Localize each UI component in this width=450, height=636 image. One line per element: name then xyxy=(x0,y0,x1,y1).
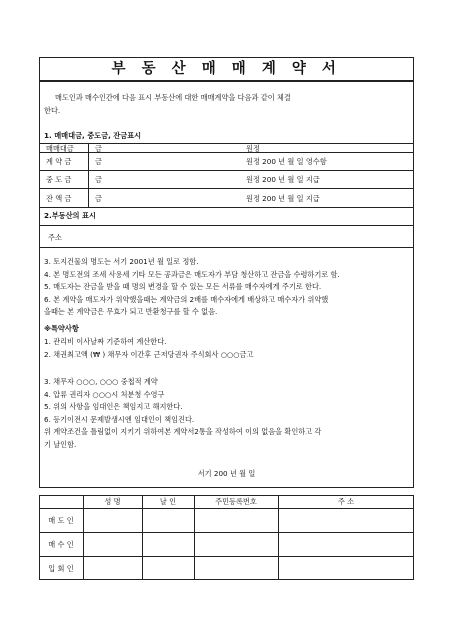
intro-line-1: 매도인과 매수인간에 다음 표시 부동산에 대한 매매계약을 다음과 같이 체결 xyxy=(55,93,291,102)
signature-row-witness: 입 회 인 xyxy=(48,564,74,573)
term-line: 을때는 본 계약금은 무효가 되고 반환청구를 할 수 없음. xyxy=(44,307,218,317)
special-item: 1. 관리비 이사날짜 기준하여 계산한다. xyxy=(44,337,167,346)
signature-header-seal: 날 인 xyxy=(159,497,177,506)
special-item: 6. 등기이전시 문제발생시엔 임대인이 책임진다. xyxy=(44,414,195,424)
divider xyxy=(88,143,89,207)
payment-row-detail: 원정 200 년 월 일 지급 xyxy=(246,175,320,184)
signature-header-address: 주 소 xyxy=(337,497,355,506)
divider xyxy=(39,188,414,189)
payment-row-label: 계 약 금 xyxy=(46,157,72,166)
special-block-a xyxy=(44,336,253,361)
section1-heading: 1. 매매대금, 중도금, 잔금표시 xyxy=(44,131,142,140)
special-item: 2. 채권최고액 (₩ ) 채무자 이간후 근저당권자 주식회사 ○○○금고 xyxy=(44,349,254,359)
divider xyxy=(39,508,414,509)
payment-row-label: 잔 액 금 xyxy=(46,194,72,203)
terms-block xyxy=(44,256,340,319)
term-line: 4. 본 명도전의 조세 사용세 기타 모든 공과금은 매도자가 부담 청산하고 잔금을 수령하기로 함. xyxy=(44,269,340,279)
payment-row-label: 매매대금 xyxy=(46,144,74,153)
payment-row-unit: 금 xyxy=(95,144,102,153)
payment-row-unit: 금 xyxy=(95,194,102,203)
payment-row-detail: 원정 200 년 월 일 영수함 xyxy=(246,157,327,166)
divider xyxy=(39,170,414,171)
intro-line-2: 한다. xyxy=(44,106,61,115)
divider xyxy=(194,495,195,580)
special-item: 기 날인함. xyxy=(44,439,77,449)
term-line: 6. 본 계약을 매도자가 위약했을때는 계약금의 2배를 매수자에게 배상하고 매수자가 위약했 xyxy=(44,294,329,304)
signature-row-seller: 매 도 인 xyxy=(48,516,74,525)
term-line: 5. 매도자는 잔금을 받을 때 명의 변경을 할 수 있는 모든 서류를 매수자에게 주기로 한다. xyxy=(44,282,322,292)
divider xyxy=(39,556,414,557)
divider xyxy=(39,225,414,226)
divider xyxy=(83,495,84,580)
special-block-b xyxy=(44,376,321,452)
payment-row-label: 중 도 금 xyxy=(46,175,72,184)
payment-row-detail: 원정 xyxy=(246,144,260,153)
special-item: 위 계약조건을 틀림없이 지키기 위하여본 계약서2통을 작성하여 이의 없음을 확인하고 각 xyxy=(44,427,322,437)
divider xyxy=(278,495,279,580)
special-heading: ※특약사항 xyxy=(44,324,79,333)
payment-row-unit: 금 xyxy=(95,157,102,166)
divider xyxy=(39,532,414,533)
special-item: 5. 위의 사항을 임대인은 책임지고 해지한다. xyxy=(44,402,183,412)
page-title: 부 동 산 매 매 계 약 서 xyxy=(111,60,342,77)
date-line: 서기 200 년 월 일 xyxy=(197,469,256,478)
divider xyxy=(39,207,414,208)
divider xyxy=(142,495,143,580)
divider xyxy=(39,247,414,248)
signature-header-name: 성 명 xyxy=(104,497,121,506)
address-label: 주소 xyxy=(48,233,62,242)
special-item: 3. 채무자 ○○○, ○○○ 중첩적 계약 xyxy=(44,377,158,386)
term-line: 3. 토지건물의 명도는 서기 2001년 월 일로 정함. xyxy=(44,257,199,266)
section2-heading: 2.부동산의 표시 xyxy=(44,211,96,220)
signature-header-id: 주민등록번호 xyxy=(215,497,257,506)
payment-row-detail: 원정 200 년 월 일 지급 xyxy=(246,194,320,203)
payment-row-unit: 금 xyxy=(95,175,102,184)
signature-row-buyer: 매 수 인 xyxy=(48,540,74,549)
special-item: 4. 압류 권리자 ○○○시 처분청 수영구 xyxy=(44,389,165,399)
